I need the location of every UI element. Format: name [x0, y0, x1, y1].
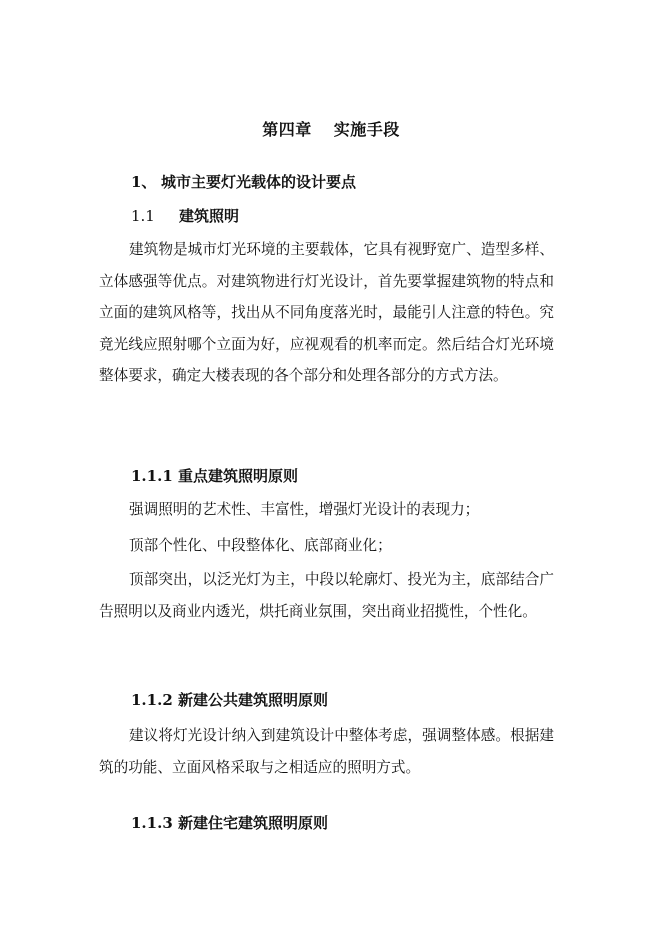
paragraph: 顶部个性化、中段整体化、底部商业化； [129, 537, 392, 554]
section-title: 城市主要灯光载体的设计要点 [161, 173, 357, 191]
section-heading-1-1-3: 1.1.3 新建住宅建筑照明原则 [131, 814, 328, 832]
section-heading-1-1-1: 1.1.1 重点建筑照明原则 [131, 467, 298, 485]
chapter-name: 实施手段 [333, 120, 400, 139]
section-number: 1.1 [131, 207, 155, 225]
section-heading-1-1-2: 1.1.2 新建公共建筑照明原则 [131, 691, 328, 709]
section-title: 建筑照明 [179, 207, 240, 225]
chapter-number: 第四章 [262, 120, 312, 139]
section-heading-1 [131, 172, 356, 192]
chapter-title [0, 119, 662, 141]
paragraph: 强调照明的艺术性、丰富性，增强灯光设计的表现力； [129, 501, 480, 518]
intro-paragraph: 建筑物是城市灯光环境的主要载体，它具有视野宽广、造型多样、立体感强等优点。对建筑物进行灯光设计，首先要掌握建筑物的特点和立面的建筑风格等，找出从不同角度落光时，最能引人注意的特色。究竟光线应照射哪个立面为好，应视观看的机率而定。然后结合灯光环境整体要求，确定大楼表现的各个部分和处理各部分的方式方法。 [99, 241, 554, 385]
paragraph: 建议将灯光设计纳入到建筑设计中整体考虑，强调整体感。根据建筑的功能、立面风格采取与之相适应的照明方式。 [99, 727, 554, 776]
section-heading-1-1 [131, 206, 239, 226]
paragraph: 顶部突出，以泛光灯为主，中段以轮廓灯、投光为主，底部结合广告照明以及商业内透光，烘托商业氛围，突出商业招揽性，个性化。 [99, 571, 554, 620]
section-number: 1、 [131, 173, 157, 191]
